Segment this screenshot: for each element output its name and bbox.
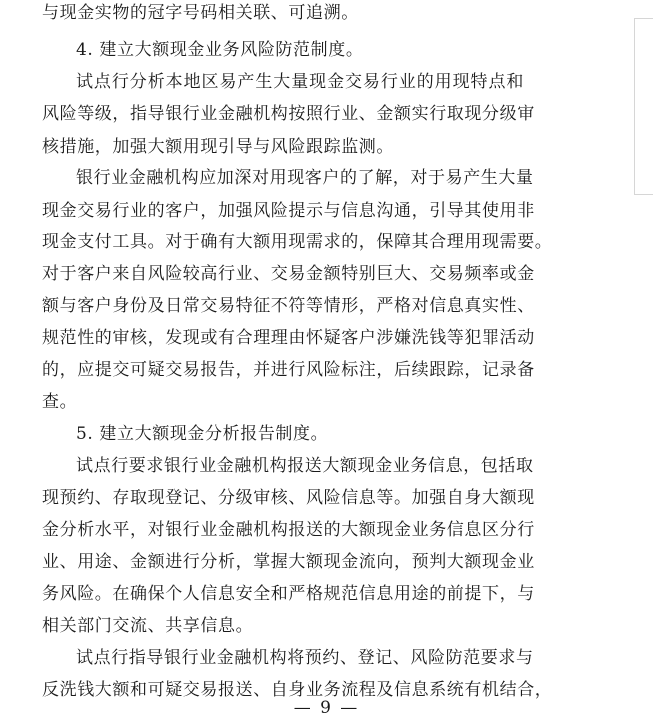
- text-line: 现金交易行业的客户，加强风险提示与信息沟通，引导其使用非: [42, 201, 535, 221]
- text-line: 试点行指导银行业金融机构将预约、登记、风险防范要求与: [76, 648, 534, 668]
- text-line: 查。: [42, 392, 78, 412]
- section-heading: 5. 建立大额现金分析报告制度。: [76, 424, 329, 444]
- section-heading: 4. 建立大额现金业务风险防范制度。: [76, 40, 364, 60]
- text-line: 业、用途、金额进行分析，掌握大额现金流向，预判大额现金业: [42, 552, 535, 572]
- text-line: 额与客户身份及日常交易特征不符等情形，严格对信息真实性、: [42, 296, 535, 316]
- text-line: 核措施，加强大额用现引导与风险跟踪监测。: [42, 137, 394, 157]
- side-panel: [634, 18, 653, 195]
- text-line: 风险等级，指导银行业金融机构按照行业、金额实行取现分级审: [42, 104, 535, 124]
- text-line: 现金支付工具。对于确有大额用现需求的，保障其合理用现需要。: [42, 232, 553, 252]
- text-line: 现预约、存取现登记、分级审核、风险信息等。加强自身大额现: [42, 488, 535, 508]
- text-line: 与现金实物的冠字号码相关联、可追溯。: [42, 3, 359, 23]
- text-line: 务风险。在确保个人信息安全和严格规范信息用途的前提下，与: [42, 584, 535, 604]
- text-line: 反洗钱大额和可疑交易报送、自身业务流程及信息系统有机结合，: [42, 680, 553, 700]
- text-line: 相关部门交流、共享信息。: [42, 616, 254, 636]
- text-line: 的，应提交可疑交易报告，并进行风险标注，后续跟踪，记录备: [42, 360, 535, 380]
- text-line: 试点行要求银行业金融机构报送大额现金业务信息，包括取: [76, 456, 534, 476]
- text-line: 试点行分析本地区易产生大量现金交易行业的用现特点和: [76, 72, 524, 92]
- text-line: 规范性的审核，发现或有合理理由怀疑客户涉嫌洗钱等犯罪活动: [42, 328, 535, 348]
- text-line: 金分析水平，对银行业金融机构报送的大额现金业务信息区分行: [42, 520, 535, 540]
- text-line: 银行业金融机构应加深对用现客户的了解，对于易产生大量: [76, 168, 534, 188]
- text-line: 对于客户来自风险较高行业、交易金额特别巨大、交易频率或金: [42, 264, 535, 284]
- page-number: — 9 —: [293, 698, 360, 718]
